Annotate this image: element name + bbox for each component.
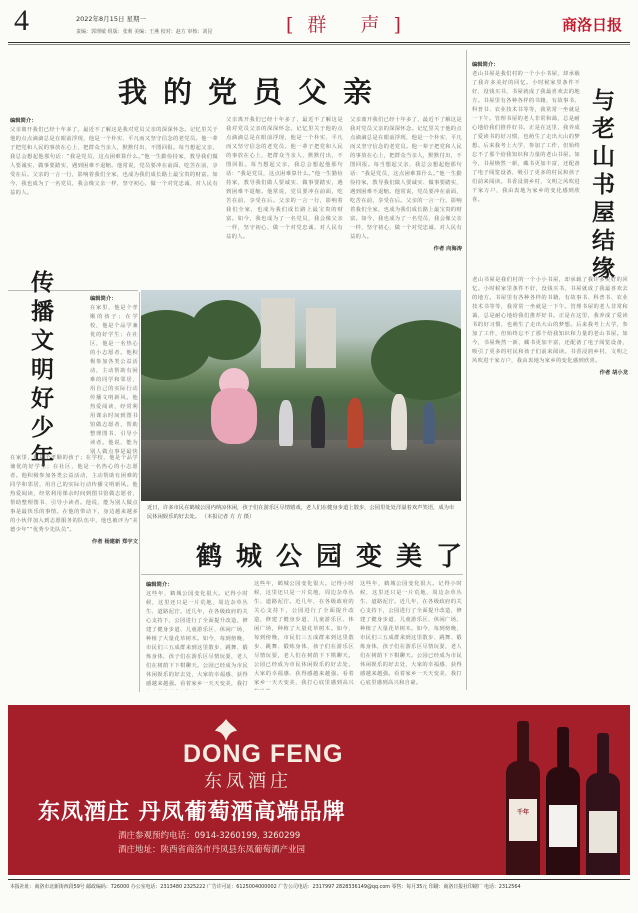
article-body: 在家里，他是个孝顺的孩子；在学校，他是个品学兼优的好学生；在社区，他是一名热心的小志愿者。他积极参加各类公益活动，主动帮助有困难的同学和邻居，用自己的实际行动传播文明新风。他热爱阅读，经常利用课余时间到图书馆做志愿者，帮助整理图书、引导小读者。他说，能为别人做点事是最快: [90, 305, 138, 454]
article-credit: 作者 胡小龙: [599, 370, 628, 376]
article-youth-col1: [90, 294, 138, 454]
article-body: 这些年，鹤城公园变化很大。记得小时候，这里还只是一片荒地，周边杂草丛生、道路泥泞。近几年，在各级政府的关心支持下，公园进行了全面提升改造，修建了健身步道、儿童游乐区、休闲广场，种植了大量花草树木。如今，每到傍晚，市民们三五成群来到这里散步、跳舞、锻炼身体，孩子们在游乐区尽情玩耍，老人们在树荫下下棋聊天。公园已经成为市民休闲娱乐的好去处，大家的幸福感、获得感越来越强。看着家乡一天天变美，我打: [146, 591, 248, 687]
divider: [141, 574, 463, 575]
ad-slogan: 东凤酒庄 丹凤葡萄酒高端品牌: [38, 800, 346, 825]
article-father-col3: [350, 116, 462, 286]
article-father-col2: [226, 116, 343, 286]
article-credit: 作者 向海涛: [433, 246, 462, 252]
byline: 编辑简介：: [472, 62, 499, 68]
ad-brand-chinese: 东凤酒庄: [204, 771, 292, 792]
headline-park: 鹤城公园变美了: [196, 542, 477, 572]
divider: [466, 50, 467, 690]
article-body-cont: 在家里，他是个孝顺的孩子；在学校，他是个品学兼优的好学生；在社区，他是一名热心的小志愿者。他积极参加各类公益活动，主动帮助有困难的同学和邻居，用自己的实际行动传播文明新风。他热爱阅读，经常利用课余时间到图书馆做志愿者，帮助整理图书、引导小读者。他说，能为别人做点事是最快乐的事情。在他的带动下，身边越来越多的小伙伴加入到志愿服务的队伍中，他也被评为“美德少年”“优秀少先队员”。: [10, 455, 138, 533]
winery-advertisement: [8, 705, 630, 875]
article-body-cont: 这些年，鹤城公园变化很大。记得小时候，这里还只是一片荒地，周边杂草丛生、道路泥泞。近几年，在各级政府的关心支持下，公园进行了全面提升改造，修建了健身步道、儿童游乐区、休闲广场，种植了大量花草树木。如今，每到傍晚，市民们三五成群来到这里散步、跳舞、锻炼身体，孩子们在游乐区尽情玩耍，老人们在树荫下下棋聊天。公园已经成为市民休闲娱乐的好去处，大家的幸福感、获得感越来越强。看着家乡一天天变美，我打心底里感到高兴: [254, 581, 354, 686]
wine-bottle-1: [506, 761, 540, 875]
byline: 编辑简介：: [10, 118, 37, 124]
wine-bottle-2: [546, 767, 580, 875]
masthead: [8, 4, 630, 44]
article-body: 老山书屋是我们村的一个小小书屋，却承载了我许多美好的回忆。小时候家里条件不好，没钱买书，书屋就成了我最喜欢去的地方。书屋里有各种各样的书籍，有故事书、科普书、农业技术书等等，我常常一坐就是一下午。管理书屋的老人非常和蔼，总是耐心地给我们推荐好书。正是在这里，我养成了爱读书的好习惯，也萌生了走出大山的梦想。后来我考上大学，参加了工作，但始终忘不了那个给我知识和力量的老山书屋。如今，书屋焕然一新，藏书更加丰富，还配备了电子阅览设备，吸引了更多的村民和孩子们前来阅读。书香浸润乡村，文明之风吹进千家万户，我由衷地为家乡的变化感到欣喜。: [472, 71, 580, 203]
headline-father: 我的党员父亲: [118, 75, 389, 109]
headline-youth: 传播文明好少年: [27, 270, 53, 473]
issue-date: 2022年8月15日 星期一: [76, 15, 147, 23]
article-body-cont: 父亲离开我们已经十年多了，最近不了解这是我对党员父亲的深深怀念。记忆里关于他的点点滴滴总是在眼前浮现，他是一个朴实、平凡而又坚守信念的老党员。他一辈子把党和人民的事放在心上，把群众当亲人，默默付出，不图回报。每当想起父亲，我总会想起他那句话：“我是党员，这点困难算什么。”他一生勤俭持家，教导我们做人要诚实、做事要踏实，遇到困难不退缩。他常说，党员要冲在前面，吃苦在前，享受在后。父亲的一言一行，影响着我们全家，也成为我们成长路上最宝贵的财富。如今，我也成为了一名党员，我会像父亲一样，坚守初心，做一个对党忠诚、对人民有益的人。: [226, 117, 343, 240]
byline: 编辑简介：: [90, 296, 117, 302]
article-youth-col2: [10, 454, 138, 689]
section-title: [群 声]: [286, 14, 415, 36]
photo-credit: （本报记者 方 方 摄）: [201, 513, 255, 520]
footer-rule: [8, 879, 630, 880]
article-park-col2: [254, 580, 354, 690]
footer-imprint: 本报社址：商洛市北新街西段59号 邮政编码：726000 办公室电话：2313480 2325222 广告许可证：6125004000002 广告公司电话：2317997 2828336149@qq.com 零售：每月35元 印刷：商洛日报社印刷厂 电话：2312564: [10, 884, 521, 890]
article-body: 父亲离开我们已经十年多了，最近不了解这是我对党员父亲的深深怀念。记忆里关于他的点点滴滴总是在眼前浮现，他是一个朴实、平凡而又坚守信念的老党员。他一辈子把党和人民的事放在心上，把群众当亲人，默默付出，不图回报。每当想起父亲，我总会想起他那句话：“我是党员，这点困难算什么。”他一生勤俭持家，教导我们做人要诚实、做事要踏实，遇到困难不退缩。他常说，党员要冲在前面，吃苦在前，享受在后。父亲的一言一行，影响着我们全家，也成为我们成长路上最宝贵的财富。如今，我也成为了一名党员，我会像父亲一样，坚守初心，做一个对党忠诚、对人民有益的人。: [10, 127, 218, 196]
article-body-cont: 这些年，鹤城公园变化很大。记得小时候，这里还只是一片荒地，周边杂草丛生、道路泥泞。近几年，在各级政府的关心支持下，公园进行了全面提升改造，修建了健身步道、儿童游乐区、休闲广场，种植了大量花草树木。如今，每到傍晚，市民们三五成群来到这里散步、跳舞、锻炼身体，孩子们在游乐区尽情玩耍，老人们在树荫下下棋聊天。公园已经成为市民休闲娱乐的好去处，大家的幸福感、获得感越来越强。看着家乡一天天变美，我打心底里感到高兴和自豪。: [360, 581, 462, 686]
article-body-cont: 老山书屋是我们村的一个小小书屋，却承载了我许多美好的回忆。小时候家里条件不好，没钱买书，书屋就成了我最喜欢去的地方。书屋里有各种各样的书籍，有故事书、科普书、农业技术书等等，我常常一坐就是一下午。管理书屋的老人非常和蔼，总是耐心地给我们推荐好书。正是在这里，我养成了爱读书的好习惯，也萌生了走出大山的梦想。后来我考上大学，参加了工作，但始终忘不了那个给我知识和力量的老山书屋。如今，书屋焕然一新，藏书更加丰富，还配备了电子阅览设备，吸引了更多的村民和孩子们前来阅读。书香浸润乡村，文明之风吹进千家万户，我由衷地为家乡的变化感到欣喜。: [472, 277, 628, 364]
headline-bookhouse: 与老山书屋结缘: [588, 88, 614, 284]
article-park-col3: [360, 580, 462, 690]
ad-brand-english: DONG FENG: [183, 740, 344, 768]
article-bookhouse-col2: [472, 276, 628, 688]
news-photo: [141, 290, 461, 501]
ad-phone-line: 酒庄参观预约电话：0914-3260199, 3260299: [118, 831, 301, 841]
masthead-rule-thin: [8, 44, 630, 45]
page-number: 4: [14, 4, 29, 37]
masthead-rule: [8, 42, 630, 43]
photo-caption: [147, 504, 457, 521]
ad-address-line: 酒庄地址：陕西省商洛市丹凤县东凤葡萄酒产业园: [118, 845, 306, 855]
bottle-label: 千年: [516, 809, 529, 816]
paper-logo: 商洛日报: [561, 16, 622, 34]
article-father-col1: [10, 116, 218, 291]
byline: 编辑简介：: [146, 582, 173, 588]
caption-text: 近日，许多市民在鹤城公园内纳凉休闲，孩子们在游乐区尽情嬉戏，老人们在健身步道上散步，公园里处处洋溢着欢声笑语，成为市民休闲娱乐的好去处。: [147, 505, 455, 520]
article-body-cont: 父亲离开我们已经十年多了，最近不了解这是我对党员父亲的深深怀念。记忆里关于他的点点滴滴总是在眼前浮现，他是一个朴实、平凡而又坚守信念的老党员。他一辈子把党和人民的事放在心上，把群众当亲人，默默付出，不图回报。每当想起父亲，我总会想起他那句话：“我是党员，这点困难算什么。”他一生勤俭持家，教导我们做人要诚实、做事要踏实，遇到困难不退缩。他常说，党员要冲在前面，吃苦在前，享受在后。父亲的一言一行，影响着我们全家，也成为我们成长路上最宝贵的财富。如今，我也成为了一名党员，我会像父亲一样，坚守初心，做一个对党忠诚、对人民有益的人。: [350, 117, 462, 240]
article-credit: 作者 杨建新 郑宇文: [91, 539, 138, 545]
article-bookhouse-col1: [472, 60, 580, 272]
wine-bottle-3: [586, 773, 620, 875]
divider: [139, 292, 140, 692]
article-park-col1: [146, 580, 248, 690]
staff-line: 责编：郭理敏 组版：张莉 美编：王燕 校对：赵方 审核：刘昆: [76, 29, 213, 35]
